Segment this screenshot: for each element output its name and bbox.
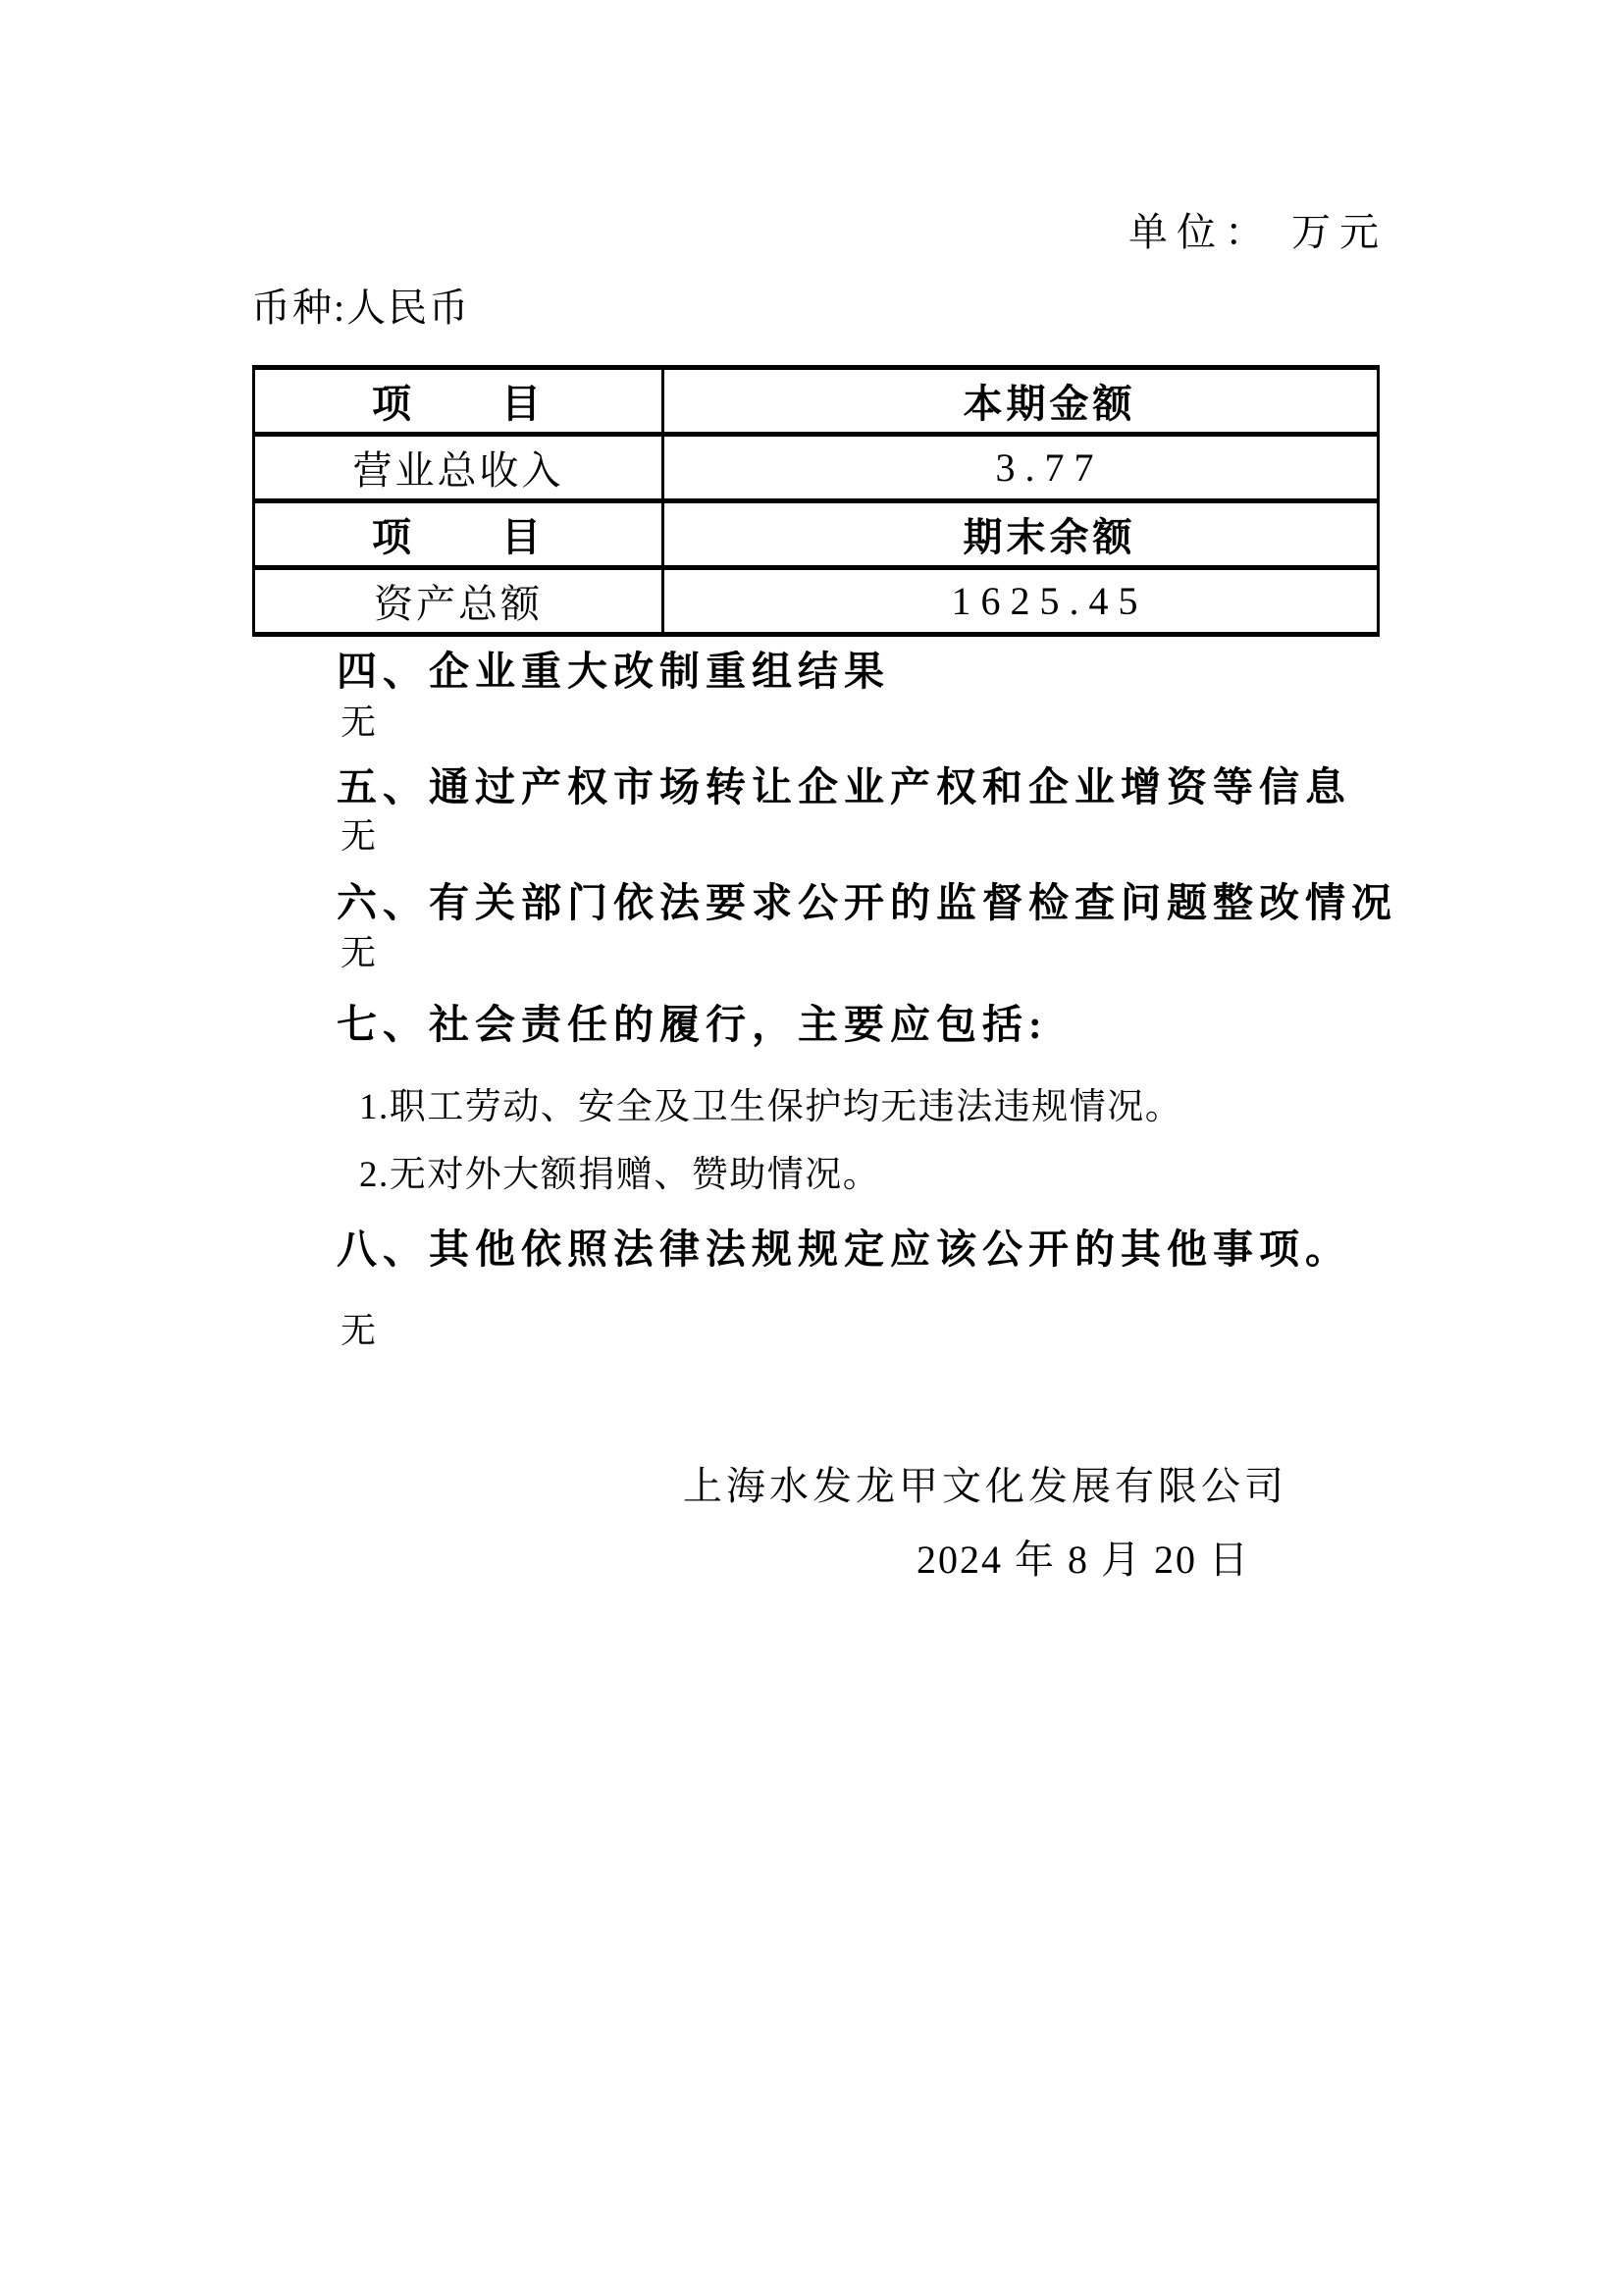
company-name: 上海水发龙甲文化发展有限公司: [683, 1464, 1287, 1508]
unit-label: 单位： 万元: [1128, 210, 1388, 254]
table-header-row-period-end: [254, 501, 1379, 568]
section-body-4-none: 无: [341, 703, 377, 742]
item-header-cell-2: 项 目: [254, 501, 663, 568]
section-heading-7: 七、社会责任的履行，主要应包括:: [337, 1002, 1048, 1047]
financial-table: [252, 365, 1380, 637]
table-row-total-revenue: [254, 435, 1379, 501]
total-revenue-value-cell: 3.77: [663, 435, 1379, 501]
total-assets-label-cell: 资产总额: [254, 568, 663, 635]
table-row-total-assets: [254, 568, 1379, 635]
item-header-cell: 项 目: [254, 368, 663, 435]
total-assets-value-cell: 1625.45: [663, 568, 1379, 635]
section-heading-5: 五、通过产权市场转让企业产权和企业增资等信息: [337, 764, 1351, 809]
list-item-1: 1.职工劳动、安全及卫生保护均无违法违规情况。: [359, 1087, 1183, 1127]
table-header-row-current-period: [254, 368, 1379, 435]
signature-date: 2024 年 8 月 20 日: [917, 1538, 1250, 1582]
currency-label: 币种:人民币: [251, 286, 471, 330]
section-heading-4: 四、企业重大改制重组结果: [337, 649, 890, 694]
total-revenue-label-cell: 营业总收入: [254, 435, 663, 501]
list-item-2: 2.无对外大额捐赠、赞助情况。: [359, 1155, 881, 1195]
section-heading-6: 六、有关部门依法要求公开的监督检查问题整改情况: [337, 880, 1397, 925]
period-end-balance-header-cell: 期末余额: [663, 501, 1379, 568]
section-body-5-none: 无: [341, 816, 377, 856]
section-body-8-none: 无: [341, 1311, 377, 1350]
current-amount-header-cell: 本期金额: [663, 368, 1379, 435]
section-heading-8: 八、其他依照法律法规规定应该公开的其他事项。: [337, 1226, 1351, 1272]
section-body-6-none: 无: [341, 933, 377, 972]
